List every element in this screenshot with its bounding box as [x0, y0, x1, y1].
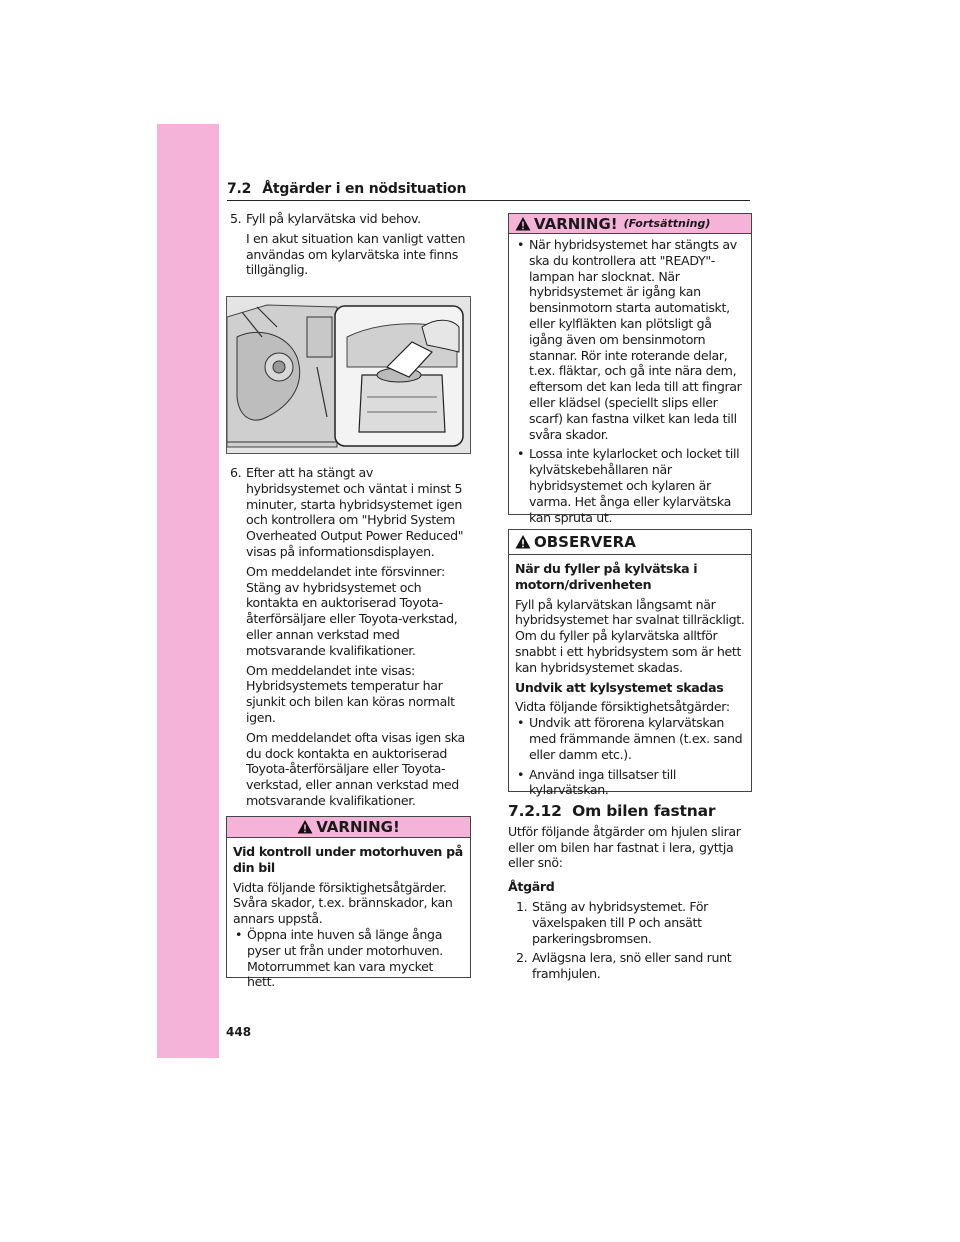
notice-bullet: • Undvik att förorena kylarvätskan med främmande ämnen (t.ex. sand eller damm etc.). [515, 715, 745, 762]
step-note: I en akut situation kan vanligt vatten användas om kylarvätska inte finns tillgänglig. [246, 230, 466, 278]
step-number: 5. [230, 211, 242, 226]
action-step [516, 899, 752, 946]
warning-body [227, 838, 470, 1000]
step-text: Efter att ha stängt av hybridsystemet och väntat i minst 5 minuter, starta hybridsystemet igen och kontrollera om "Hybrid System Overheated Output Power Reduced" visas på informationsdisplayen. [246, 465, 464, 559]
warning-bullet: • Lossa inte kylarlocket och locket till kylvätskebehållaren när hybridsystemet och kylaren är varma. Het ånga eller kylarvätska kan spruta ut. [515, 446, 745, 525]
chapter-tab [157, 124, 219, 1058]
notice-bullet: • Använd inga tillsatser till kylarvätskan. [515, 767, 745, 799]
notice-header [509, 530, 751, 555]
section-heading-title: Om bilen fastnar [572, 802, 716, 820]
notice-paragraph: Fyll på kylarvätskan långsamt när hybridsystemet har svalnat tillräckligt. Om du fyller på kylarvätska alltför snabbt i ett hybridsystem som är hett kan hybridsystemet skadas. [515, 596, 745, 675]
warning-icon [297, 819, 313, 835]
warning-box [226, 816, 471, 990]
warning-continued-header [509, 214, 751, 234]
section-stuck [508, 804, 752, 986]
warning-title: VARNING! [534, 214, 618, 233]
warning-heading: Vid kontroll under motorhuven på din bil [233, 844, 463, 875]
action-step [516, 950, 752, 982]
notice-box [508, 529, 752, 798]
step-paragraph: Om meddelandet ofta visas igen ska du dock kontakta en auktoriserad Toyota-återförsäljare eller Toyota-verkstad, eller annan verkstad med motsvarande kvalifikationer. [246, 729, 465, 808]
section-intro: Utför följande åtgärder om hjulen slirar eller om bilen har fastnat i lera, gyttja eller snö: [508, 823, 741, 871]
engine-coolant-figure [226, 296, 471, 454]
step-number: 2. [516, 950, 528, 966]
warning-continued-body [509, 234, 751, 535]
step-number: 1. [516, 898, 528, 914]
section-heading-number: 7.2.12 [508, 802, 562, 820]
step-text: Avlägsna lera, snö eller sand runt framhjulen. [532, 950, 732, 982]
warning-icon [515, 216, 531, 232]
warning-header [227, 817, 470, 838]
engine-illustration [227, 297, 470, 453]
step-number: 6. [230, 465, 242, 480]
section-heading [508, 804, 752, 820]
step-paragraph: Om meddelandet inte visas: Hybridsystemets temperatur har sjunkit och bilen kan köras normalt igen. [246, 662, 455, 725]
page-header [227, 178, 750, 201]
warning-bullet: • Öppna inte huven så länge ånga pyser ut från under motorhuven. Motorrummet kan vara mycket hett. [233, 927, 464, 990]
step-paragraph: Om meddelandet inte försvinner: Stäng av hybridsystemet och kontakta en auktoriserad Toyota-återförsäljare eller Toyota-verkstad, eller annan verkstad med motsvarande kvalifikationer. [246, 563, 458, 658]
notice-paragraph: Vidta följande försiktighetsåtgärder: [515, 699, 730, 715]
notice-body [509, 555, 751, 808]
notice-title: OBSERVERA [534, 533, 636, 551]
page-number: 448 [226, 1025, 252, 1039]
action-label: Åtgärd [508, 879, 555, 895]
step-5 [230, 211, 466, 282]
notice-heading: När du fyller på kylvätska i motorn/drivenheten [515, 561, 698, 592]
section-title: Åtgärder i en nödsituation [262, 181, 467, 197]
step-text: Fyll på kylarvätska vid behov. [246, 211, 421, 226]
warning-continued-box [508, 213, 752, 525]
step-6 [230, 465, 468, 813]
notice-icon [515, 534, 531, 550]
warning-bullet: • När hybridsystemet har stängts av ska du kontrollera att "READY"-lampan har slocknat. När hybridsystemet är igång kan bensinmotorn starta automatiskt, eller kylfläkten kan plötsligt gå igång även om bensinmotorn stannar. Rör inte roterande delar, t.ex. fläktar, och gå inte nära dem, eftersom det kan leda till att fingrar eller klädsel (speciellt slips eller scarf) kan fastna vilket kan leda till svåra skador. [515, 237, 745, 442]
warning-text: Vidta följande försiktighetsåtgärder. Svåra skador, t.ex. brännskador, kan annars uppstå. [233, 879, 453, 927]
notice-heading: Undvik att kylsystemet skadas [515, 679, 724, 695]
warning-subtitle: (Fortsättning) [623, 217, 711, 230]
step-text: Stäng av hybridsystemet. För växelspaken till P och ansätt parkeringsbromsen. [532, 898, 709, 946]
warning-title: VARNING! [316, 818, 400, 836]
section-number: 7.2 [227, 181, 252, 197]
